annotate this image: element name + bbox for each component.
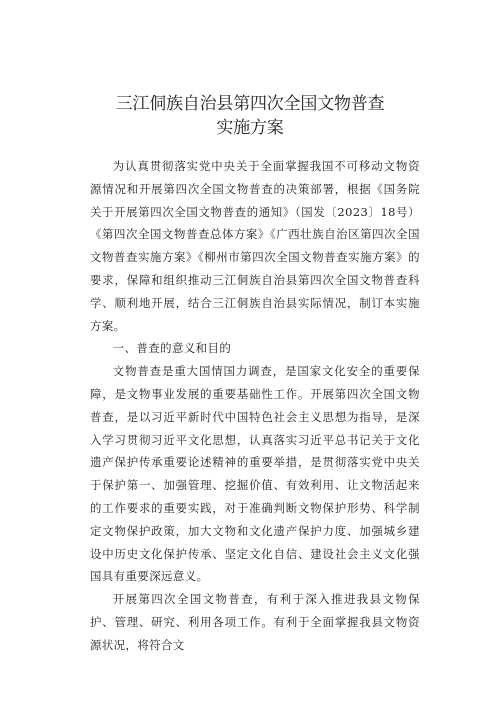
document-title-line2: 实施方案 bbox=[216, 118, 284, 138]
section-paragraph: 开展第四次全国文物普查，有利于深入推进我县文物保护、管理、研究、利用各项工作。有利于全面掌握我县文物资源状况，将符合文 bbox=[90, 592, 420, 652]
section-heading: 一、普查的意义和目的 bbox=[112, 341, 232, 356]
intro-paragraph: 为认真贯彻落实党中央关于全面掌握我国不可移动文物资源情况和开展第四次全国文物普查的决策部署，根据《国务院关于开展第四次全国文物普查的通知》（国发〔2023〕18号）《第四次全国文物普查总体方案》《广西壮族自治区第四次全国文物普查实施方案》《柳州市第四次全国文物普查实施方案》的要求，保障和组织推动三江侗族自治县第四次全国文物普查科学、顺利地开展，结合三江侗族自治县实际情况，制订本实施方案。 bbox=[90, 159, 420, 333]
section-paragraph: 文物普查是重大国情国力调查，是国家文化安全的重要保障，是文物事业发展的重要基础性工作。开展第四次全国文物普查，是以习近平新时代中国特色社会主义思想为指导，是深入学习贯彻习近平文化思想，认真落实习近平总书记关于文化遗产保护传承重要论述精神的重要举措，是贯彻落实党中央关于保护第一、加强管理、挖掘价值、有效利用、让文物活起来的工作要求的重要实践，对于准确判断文物保护形势、科学制定文物保护政策，加大文物和文化遗产保护力度、加强城乡建设中历史文化保护传承、坚定文化自信、建设社会主义文化强国具有重要深远意义。 bbox=[90, 364, 420, 584]
document-body bbox=[90, 155, 420, 657]
document-title-line1: 三江侗族自治县第四次全国文物普查 bbox=[115, 94, 385, 114]
